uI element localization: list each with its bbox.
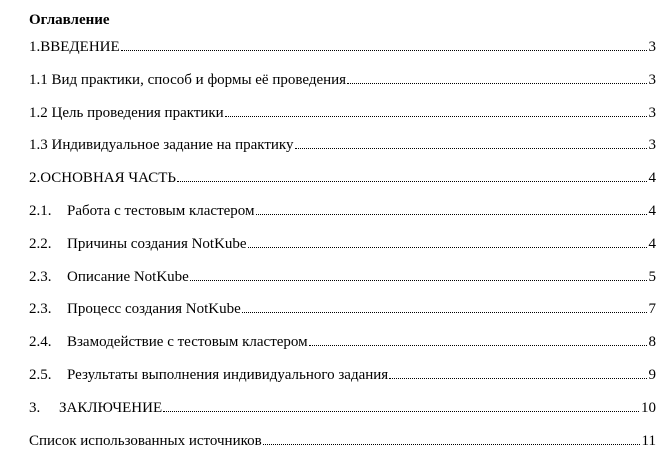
table-of-contents: [29, 9, 656, 457]
toc-entry-introduction[interactable]: [29, 31, 656, 64]
toc-entry-text: [29, 261, 189, 294]
dot-leader: [225, 116, 647, 117]
toc-entry-title: 1.1 Вид практики, способ и формы её проведения: [29, 71, 347, 88]
toc-entry-page: 3: [648, 39, 656, 55]
toc-entry-2-2[interactable]: [29, 228, 656, 261]
toc-entry-page: 4: [648, 170, 656, 187]
toc-entry-number: 2.3.: [29, 301, 52, 318]
toc-entry-text: [29, 293, 241, 326]
toc-entry-text: [29, 392, 162, 425]
toc-entry-title: 2.ОСНОВНАЯ ЧАСТЬ: [29, 170, 176, 187]
toc-entry-number: 2.4.: [29, 334, 52, 351]
dot-leader: [248, 247, 647, 248]
toc-entry-title: Процесс создания NotKube: [67, 301, 241, 318]
toc-entry-number: 2.5.: [29, 366, 52, 383]
toc-entry-page: 4: [648, 235, 656, 252]
toc-entry-title: ЗАКЛЮЧЕНИЕ: [59, 399, 163, 416]
dot-leader: [295, 148, 647, 149]
toc-entry-number: 3.: [29, 399, 41, 416]
toc-entry-title: Взамодействие с тестовым кластером: [67, 334, 308, 351]
toc-entry-page: 3: [648, 104, 656, 121]
toc-entry-main-part[interactable]: [29, 162, 656, 195]
dot-leader: [309, 345, 647, 346]
toc-entry-2-5[interactable]: [29, 359, 656, 392]
toc-heading: Оглавление: [29, 12, 110, 28]
toc-entry-2-3-process[interactable]: [29, 293, 656, 326]
toc-entry-title: Работа с тестовым кластером: [67, 202, 255, 219]
dot-leader: [177, 181, 647, 182]
toc-entry-text: [29, 359, 388, 392]
toc-entry-page: 3: [648, 71, 656, 88]
toc-entry-page: 8: [648, 334, 656, 351]
toc-entry-text: [29, 326, 308, 359]
toc-entry-title: Описание NotKube: [67, 268, 189, 285]
toc-entry-1-1[interactable]: [29, 64, 656, 97]
toc-entry-title: Причины создания NotKube: [67, 235, 247, 252]
toc-entry-page: 9: [648, 366, 656, 383]
toc-entry-page: 11: [641, 432, 656, 449]
toc-entry-text: [29, 195, 255, 228]
toc-entry-2-4[interactable]: [29, 326, 656, 359]
toc-entry-2-1[interactable]: [29, 195, 656, 228]
toc-entry-title: 1.ВВЕДЕНИЕ: [29, 39, 120, 55]
toc-entry-page: 3: [648, 137, 656, 154]
dot-leader: [256, 214, 647, 215]
toc-entry-references[interactable]: [29, 425, 656, 458]
dot-leader: [121, 50, 647, 51]
toc-entry-title: Список использованных источников: [29, 432, 262, 449]
toc-entry-text: [29, 228, 247, 261]
toc-entry-page: 5: [648, 268, 656, 285]
dot-leader: [263, 444, 640, 445]
toc-entry-page: 4: [648, 202, 656, 219]
toc-entry-1-3[interactable]: [29, 129, 656, 162]
dot-leader: [389, 378, 646, 379]
toc-entry-number: 2.2.: [29, 235, 52, 252]
dot-leader: [242, 312, 647, 313]
toc-entry-number: 2.1.: [29, 202, 52, 219]
toc-entry-title: 1.3 Индивидуальное задание на практику: [29, 137, 294, 154]
toc-entry-1-2[interactable]: [29, 97, 656, 130]
toc-entry-2-3-description[interactable]: [29, 261, 656, 294]
toc-entry-page: 10: [641, 399, 656, 416]
toc-entry-page: 7: [648, 301, 656, 318]
toc-entry-title: Результаты выполнения индивидуального задания: [67, 366, 389, 383]
toc-entry-title: 1.2 Цель проведения практики: [29, 104, 224, 121]
toc-entry-number: 2.3.: [29, 268, 52, 285]
dot-leader: [347, 83, 646, 84]
dot-leader: [163, 411, 639, 412]
dot-leader: [190, 280, 647, 281]
toc-entry-conclusion[interactable]: [29, 392, 656, 425]
